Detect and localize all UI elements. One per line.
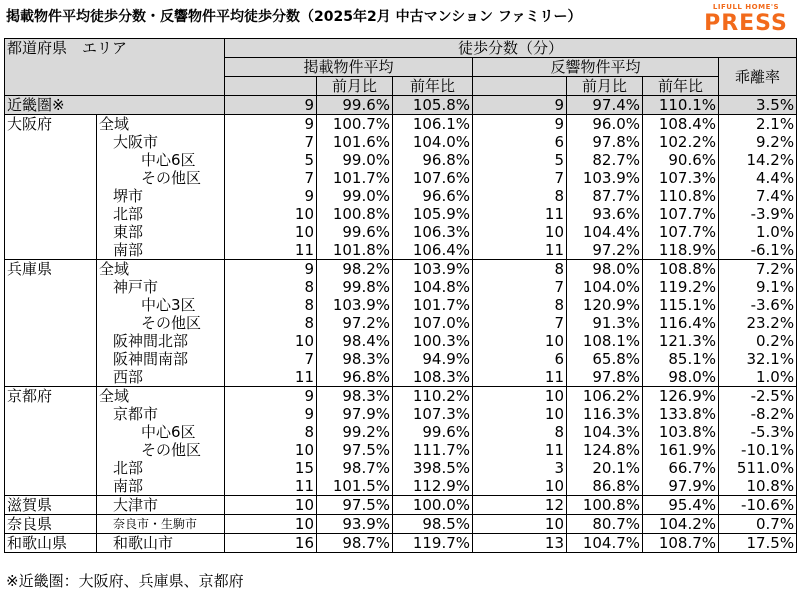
divergence-cell: -5.3%	[719, 423, 797, 441]
listing-yoy-cell: 100.0%	[393, 496, 473, 515]
header-listing-mom: 前月比	[317, 77, 393, 96]
listing-mom-cell: 97.9%	[317, 405, 393, 423]
listing-minutes-cell: 8	[225, 278, 317, 296]
pref-cell: 大阪府	[5, 115, 97, 134]
response-yoy-cell: 115.1%	[643, 296, 719, 314]
area-cell: 奈良市・生駒市	[97, 515, 225, 534]
divergence-cell: 0.7%	[719, 515, 797, 534]
header-row-3	[5, 77, 797, 96]
response-yoy-cell: 103.8%	[643, 423, 719, 441]
pref-cell	[5, 133, 97, 151]
divergence-cell: 0.2%	[719, 332, 797, 350]
listing-mom-cell: 93.9%	[317, 515, 393, 534]
listing-yoy-cell: 111.7%	[393, 441, 473, 459]
listing-yoy-cell: 108.3%	[393, 368, 473, 387]
area-cell: 北部	[97, 205, 225, 223]
pref-cell	[5, 151, 97, 169]
response-minutes-cell: 12	[473, 496, 567, 515]
table-row	[5, 314, 797, 332]
response-mom-cell: 65.8%	[567, 350, 643, 368]
response-minutes-cell: 5	[473, 151, 567, 169]
area-cell: 堺市	[97, 187, 225, 205]
logo-top-text: LIFULL HOME'S	[712, 3, 780, 11]
response-minutes-cell: 3	[473, 459, 567, 477]
listing-minutes-cell: 8	[225, 296, 317, 314]
response-mom-cell: 20.1%	[567, 459, 643, 477]
response-minutes-cell: 7	[473, 314, 567, 332]
divergence-cell: 9.2%	[719, 133, 797, 151]
response-mom-cell: 104.0%	[567, 278, 643, 296]
response-minutes-cell: 11	[473, 205, 567, 223]
response-yoy-cell: 108.4%	[643, 115, 719, 134]
divergence-cell: 3.5%	[719, 96, 797, 115]
area-cell: その他区	[97, 314, 225, 332]
listing-mom-cell: 99.6%	[317, 96, 393, 115]
response-yoy-cell: 66.7%	[643, 459, 719, 477]
walk-minutes-table	[4, 38, 797, 553]
response-mom-cell: 116.3%	[567, 405, 643, 423]
listing-yoy-cell: 101.7%	[393, 296, 473, 314]
response-yoy-cell: 161.9%	[643, 441, 719, 459]
listing-mom-cell: 101.6%	[317, 133, 393, 151]
response-mom-cell: 96.0%	[567, 115, 643, 134]
response-mom-cell: 87.7%	[567, 187, 643, 205]
pref-cell: 奈良県	[5, 515, 97, 534]
listing-mom-cell: 99.2%	[317, 423, 393, 441]
response-mom-cell: 97.2%	[567, 241, 643, 260]
listing-yoy-cell: 103.9%	[393, 260, 473, 279]
response-yoy-cell: 107.3%	[643, 169, 719, 187]
listing-minutes-cell: 9	[225, 387, 317, 406]
listing-mom-cell: 101.5%	[317, 477, 393, 496]
listing-mom-cell: 98.7%	[317, 534, 393, 553]
listing-minutes-cell: 9	[225, 260, 317, 279]
area-cell: 中心6区	[97, 423, 225, 441]
divergence-cell: 2.1%	[719, 115, 797, 134]
divergence-cell: 1.0%	[719, 223, 797, 241]
response-minutes-cell: 10	[473, 332, 567, 350]
response-mom-cell: 104.7%	[567, 534, 643, 553]
divergence-cell: 7.4%	[719, 187, 797, 205]
header-walk-minutes: 徒歩分数（分）	[225, 39, 797, 58]
listing-minutes-cell: 7	[225, 350, 317, 368]
response-minutes-cell: 8	[473, 187, 567, 205]
divergence-cell: -10.6%	[719, 496, 797, 515]
listing-mom-cell: 100.7%	[317, 115, 393, 134]
response-minutes-cell: 8	[473, 296, 567, 314]
response-mom-cell: 124.8%	[567, 441, 643, 459]
listing-yoy-cell: 112.9%	[393, 477, 473, 496]
listing-yoy-cell: 104.8%	[393, 278, 473, 296]
listing-mom-cell: 99.0%	[317, 151, 393, 169]
area-cell: 東部	[97, 223, 225, 241]
listing-yoy-cell: 106.4%	[393, 241, 473, 260]
table-row	[5, 405, 797, 423]
pref-cell	[5, 241, 97, 260]
table-row	[5, 169, 797, 187]
table-row	[5, 278, 797, 296]
listing-minutes-cell: 10	[225, 223, 317, 241]
listing-mom-cell: 97.5%	[317, 496, 393, 515]
footnote: ※近畿圏：大阪府、兵庫県、京都府	[6, 572, 244, 590]
response-yoy-cell: 95.4%	[643, 496, 719, 515]
pref-cell: 近畿圏※	[5, 96, 225, 115]
listing-yoy-cell: 100.3%	[393, 332, 473, 350]
area-cell: 西部	[97, 368, 225, 387]
divergence-cell: 17.5%	[719, 534, 797, 553]
area-cell: 阪神間北部	[97, 332, 225, 350]
response-minutes-cell: 10	[473, 405, 567, 423]
divergence-cell: 1.0%	[719, 368, 797, 387]
listing-yoy-cell: 104.0%	[393, 133, 473, 151]
response-yoy-cell: 108.8%	[643, 260, 719, 279]
divergence-cell: 511.0%	[719, 459, 797, 477]
response-mom-cell: 93.6%	[567, 205, 643, 223]
response-yoy-cell: 98.0%	[643, 368, 719, 387]
listing-mom-cell: 98.3%	[317, 387, 393, 406]
response-minutes-cell: 11	[473, 241, 567, 260]
pref-cell	[5, 314, 97, 332]
pref-cell	[5, 368, 97, 387]
header-blank	[5, 58, 225, 77]
listing-minutes-cell: 9	[225, 115, 317, 134]
response-minutes-cell: 7	[473, 169, 567, 187]
response-minutes-cell: 6	[473, 133, 567, 151]
pref-cell	[5, 441, 97, 459]
header-divergence: 乖離率	[719, 58, 797, 96]
response-yoy-cell: 133.8%	[643, 405, 719, 423]
divergence-cell: -2.5%	[719, 387, 797, 406]
divergence-cell: -3.6%	[719, 296, 797, 314]
listing-minutes-cell: 10	[225, 205, 317, 223]
table-row	[5, 387, 797, 406]
pref-cell	[5, 405, 97, 423]
area-cell: 阪神間南部	[97, 350, 225, 368]
listing-yoy-cell: 98.5%	[393, 515, 473, 534]
pref-cell: 和歌山県	[5, 534, 97, 553]
divergence-cell: 32.1%	[719, 350, 797, 368]
table-row	[5, 260, 797, 279]
response-mom-cell: 80.7%	[567, 515, 643, 534]
pref-cell: 兵庫県	[5, 260, 97, 279]
listing-minutes-cell: 11	[225, 368, 317, 387]
listing-mom-cell: 97.5%	[317, 441, 393, 459]
listing-mom-cell: 100.8%	[317, 205, 393, 223]
listing-yoy-cell: 106.3%	[393, 223, 473, 241]
table-row	[5, 368, 797, 387]
listing-yoy-cell: 106.1%	[393, 115, 473, 134]
response-mom-cell: 97.8%	[567, 368, 643, 387]
listing-minutes-cell: 10	[225, 332, 317, 350]
response-mom-cell: 91.3%	[567, 314, 643, 332]
listing-mom-cell: 98.3%	[317, 350, 393, 368]
table-row	[5, 151, 797, 169]
response-yoy-cell: 110.1%	[643, 96, 719, 115]
response-yoy-cell: 90.6%	[643, 151, 719, 169]
pref-cell	[5, 477, 97, 496]
listing-mom-cell: 96.8%	[317, 368, 393, 387]
table-row	[5, 515, 797, 534]
listing-minutes-cell: 9	[225, 405, 317, 423]
response-minutes-cell: 13	[473, 534, 567, 553]
table-title: 掲載物件平均徒歩分数・反響物件平均徒歩分数（2025年2月 中古マンション ファミリー）	[6, 9, 582, 25]
listing-minutes-cell: 9	[225, 187, 317, 205]
area-cell: 中心3区	[97, 296, 225, 314]
area-cell: 南部	[97, 477, 225, 496]
table-row	[5, 223, 797, 241]
response-mom-cell: 103.9%	[567, 169, 643, 187]
listing-minutes-cell: 8	[225, 423, 317, 441]
response-mom-cell: 100.8%	[567, 496, 643, 515]
listing-yoy-cell: 96.8%	[393, 151, 473, 169]
header-blank-2	[5, 77, 225, 96]
listing-yoy-cell: 110.2%	[393, 387, 473, 406]
response-yoy-cell: 118.9%	[643, 241, 719, 260]
response-minutes-cell: 6	[473, 350, 567, 368]
response-mom-cell: 106.2%	[567, 387, 643, 406]
listing-minutes-cell: 16	[225, 534, 317, 553]
listing-mom-cell: 98.7%	[317, 459, 393, 477]
divergence-cell: 9.1%	[719, 278, 797, 296]
pref-cell	[5, 350, 97, 368]
area-cell: 和歌山市	[97, 534, 225, 553]
response-yoy-cell: 116.4%	[643, 314, 719, 332]
listing-yoy-cell: 107.3%	[393, 405, 473, 423]
pref-cell	[5, 169, 97, 187]
response-mom-cell: 97.8%	[567, 133, 643, 151]
listing-yoy-cell: 107.6%	[393, 169, 473, 187]
response-mom-cell: 104.3%	[567, 423, 643, 441]
response-mom-cell: 86.8%	[567, 477, 643, 496]
listing-yoy-cell: 107.0%	[393, 314, 473, 332]
divergence-cell: -10.1%	[719, 441, 797, 459]
area-cell: 神戸市	[97, 278, 225, 296]
response-yoy-cell: 102.2%	[643, 133, 719, 151]
pref-cell: 京都府	[5, 387, 97, 406]
response-mom-cell: 104.4%	[567, 223, 643, 241]
header-pref-area: 都道府県 エリア	[5, 39, 225, 58]
response-mom-cell: 97.4%	[567, 96, 643, 115]
listing-minutes-cell: 9	[225, 96, 317, 115]
listing-yoy-cell: 119.7%	[393, 534, 473, 553]
response-yoy-cell: 126.9%	[643, 387, 719, 406]
response-minutes-cell: 9	[473, 96, 567, 115]
divergence-cell: 10.8%	[719, 477, 797, 496]
table-row	[5, 332, 797, 350]
header-response-blank	[473, 77, 567, 96]
listing-mom-cell: 99.6%	[317, 223, 393, 241]
listing-yoy-cell: 94.9%	[393, 350, 473, 368]
area-cell: 北部	[97, 459, 225, 477]
listing-mom-cell: 99.0%	[317, 187, 393, 205]
area-cell: その他区	[97, 441, 225, 459]
response-minutes-cell: 7	[473, 278, 567, 296]
listing-minutes-cell: 11	[225, 477, 317, 496]
response-yoy-cell: 119.2%	[643, 278, 719, 296]
area-cell: その他区	[97, 169, 225, 187]
listing-yoy-cell: 96.6%	[393, 187, 473, 205]
pref-cell	[5, 205, 97, 223]
divergence-cell: -6.1%	[719, 241, 797, 260]
response-yoy-cell: 108.7%	[643, 534, 719, 553]
area-cell: 南部	[97, 241, 225, 260]
table-row	[5, 534, 797, 553]
response-yoy-cell: 97.9%	[643, 477, 719, 496]
divergence-cell: 7.2%	[719, 260, 797, 279]
listing-minutes-cell: 7	[225, 169, 317, 187]
area-cell: 京都市	[97, 405, 225, 423]
response-mom-cell: 98.0%	[567, 260, 643, 279]
divergence-cell: 4.4%	[719, 169, 797, 187]
response-yoy-cell: 85.1%	[643, 350, 719, 368]
pref-cell	[5, 187, 97, 205]
response-mom-cell: 82.7%	[567, 151, 643, 169]
area-cell: 全域	[97, 115, 225, 134]
listing-mom-cell: 101.7%	[317, 169, 393, 187]
lifull-homes-press-logo	[698, 2, 794, 38]
table-row	[5, 187, 797, 205]
listing-minutes-cell: 5	[225, 151, 317, 169]
pref-cell	[5, 296, 97, 314]
table-row	[5, 241, 797, 260]
listing-minutes-cell: 15	[225, 459, 317, 477]
response-minutes-cell: 10	[473, 515, 567, 534]
listing-mom-cell: 98.2%	[317, 260, 393, 279]
listing-yoy-cell: 105.9%	[393, 205, 473, 223]
response-minutes-cell: 8	[473, 423, 567, 441]
listing-yoy-cell: 105.8%	[393, 96, 473, 115]
response-minutes-cell: 9	[473, 115, 567, 134]
divergence-cell: -3.9%	[719, 205, 797, 223]
table-row	[5, 296, 797, 314]
area-cell: 大阪市	[97, 133, 225, 151]
header-row-2	[5, 58, 797, 77]
listing-minutes-cell: 11	[225, 241, 317, 260]
response-minutes-cell: 8	[473, 260, 567, 279]
header-response-mom: 前月比	[567, 77, 643, 96]
pref-cell	[5, 332, 97, 350]
response-minutes-cell: 10	[473, 477, 567, 496]
pref-cell	[5, 459, 97, 477]
table-row	[5, 441, 797, 459]
response-minutes-cell: 10	[473, 223, 567, 241]
response-mom-cell: 108.1%	[567, 332, 643, 350]
listing-minutes-cell: 10	[225, 441, 317, 459]
table-row	[5, 459, 797, 477]
pref-cell	[5, 223, 97, 241]
header-row-1	[5, 39, 797, 58]
pref-cell: 滋賀県	[5, 496, 97, 515]
header-response-yoy: 前年比	[643, 77, 719, 96]
listing-mom-cell: 97.2%	[317, 314, 393, 332]
header-response-avg: 反響物件平均	[473, 58, 719, 77]
response-yoy-cell: 107.7%	[643, 223, 719, 241]
listing-minutes-cell: 10	[225, 496, 317, 515]
table-row	[5, 133, 797, 151]
listing-minutes-cell: 8	[225, 314, 317, 332]
area-cell: 全域	[97, 387, 225, 406]
divergence-cell: 23.2%	[719, 314, 797, 332]
listing-minutes-cell: 7	[225, 133, 317, 151]
area-cell: 全域	[97, 260, 225, 279]
table-row	[5, 496, 797, 515]
listing-mom-cell: 98.4%	[317, 332, 393, 350]
header-listing-yoy: 前年比	[393, 77, 473, 96]
header-listing-blank	[225, 77, 317, 96]
divergence-cell: -8.2%	[719, 405, 797, 423]
response-yoy-cell: 107.7%	[643, 205, 719, 223]
area-cell: 大津市	[97, 496, 225, 515]
header-listing-avg: 掲載物件平均	[225, 58, 473, 77]
logo-bottom-text: PRESS	[704, 11, 788, 36]
response-yoy-cell: 110.8%	[643, 187, 719, 205]
divergence-cell: 14.2%	[719, 151, 797, 169]
listing-minutes-cell: 10	[225, 515, 317, 534]
listing-mom-cell: 101.8%	[317, 241, 393, 260]
listing-yoy-cell: 99.6%	[393, 423, 473, 441]
listing-mom-cell: 103.9%	[317, 296, 393, 314]
response-minutes-cell: 11	[473, 368, 567, 387]
response-yoy-cell: 121.3%	[643, 332, 719, 350]
area-cell: 中心6区	[97, 151, 225, 169]
pref-cell	[5, 278, 97, 296]
response-minutes-cell: 10	[473, 387, 567, 406]
table-row	[5, 477, 797, 496]
response-yoy-cell: 104.2%	[643, 515, 719, 534]
table-row	[5, 423, 797, 441]
table-row	[5, 205, 797, 223]
table-row	[5, 96, 797, 115]
pref-cell	[5, 423, 97, 441]
response-mom-cell: 120.9%	[567, 296, 643, 314]
table-row	[5, 350, 797, 368]
response-minutes-cell: 11	[473, 441, 567, 459]
listing-yoy-cell: 398.5%	[393, 459, 473, 477]
table-row	[5, 115, 797, 134]
listing-mom-cell: 99.8%	[317, 278, 393, 296]
